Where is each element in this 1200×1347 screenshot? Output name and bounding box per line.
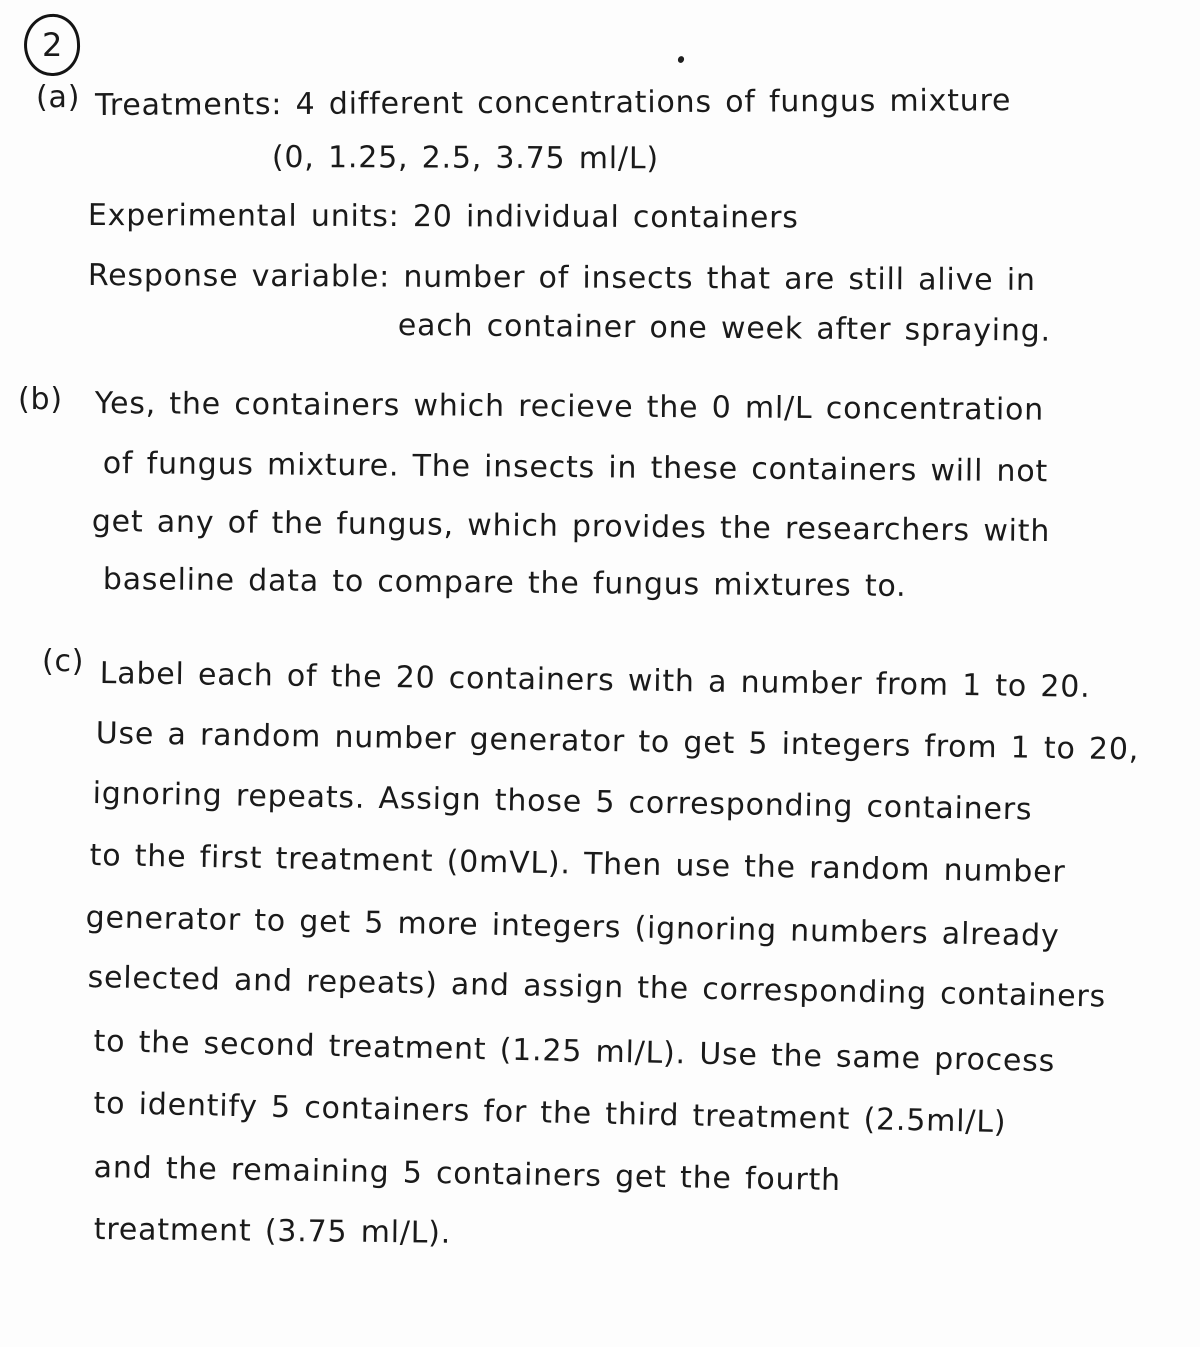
handwritten-line: Yes, the containers which recieve the 0 ml/L concentration [94, 386, 1045, 428]
handwritten-line: to the second treatment (1.25 ml/L). Use the same process [93, 1024, 1056, 1080]
section-label-b: (b) [18, 382, 63, 417]
handwritten-line: Use a random number generator to get 5 integers from 1 to 20, [95, 716, 1140, 768]
handwritten-line: (0, 1.25, 2.5, 3.75 ml/L) [271, 140, 659, 177]
handwritten-line: and the remaining 5 containers get the fourth [93, 1150, 842, 1199]
handwritten-line: baseline data to compare the fungus mixtures to. [102, 562, 907, 605]
handwritten-line: get any of the fungus, which provides the researchers with [91, 504, 1051, 550]
section-label-a: (a) [36, 80, 81, 115]
handwritten-line: to the first treatment (0mVL). Then use the random number [89, 838, 1066, 891]
handwritten-line: each container one week after spraying. [397, 308, 1052, 349]
stray-ink-dot [677, 55, 685, 64]
handwritten-line: Response variable: number of insects that are still alive in [87, 258, 1036, 298]
question-number-badge [22, 12, 82, 78]
handwritten-line: selected and repeats) and assign the corresponding containers [87, 960, 1107, 1015]
handwritten-line: Label each of the 20 containers with a number from 1 to 20. [99, 656, 1091, 705]
question-number: 2 [41, 26, 63, 65]
handwritten-line: of fungus mixture. The insects in these containers will not [102, 446, 1049, 490]
handwritten-line: generator to get 5 more integers (ignoring numbers already [85, 900, 1060, 954]
section-label-c: (c) [42, 644, 85, 679]
handwritten-line: Treatments: 4 different concentrations of fungus mixture [95, 83, 1012, 123]
handwritten-line: Experimental units: 20 individual containers [87, 198, 799, 236]
handwritten-line: to identify 5 containers for the third treatment (2.5ml/L) [93, 1086, 1007, 1141]
handwritten-line: treatment (3.75 ml/L). [93, 1212, 452, 1251]
handwritten-line: ignoring repeats. Assign those 5 corresponding containers [92, 776, 1033, 828]
